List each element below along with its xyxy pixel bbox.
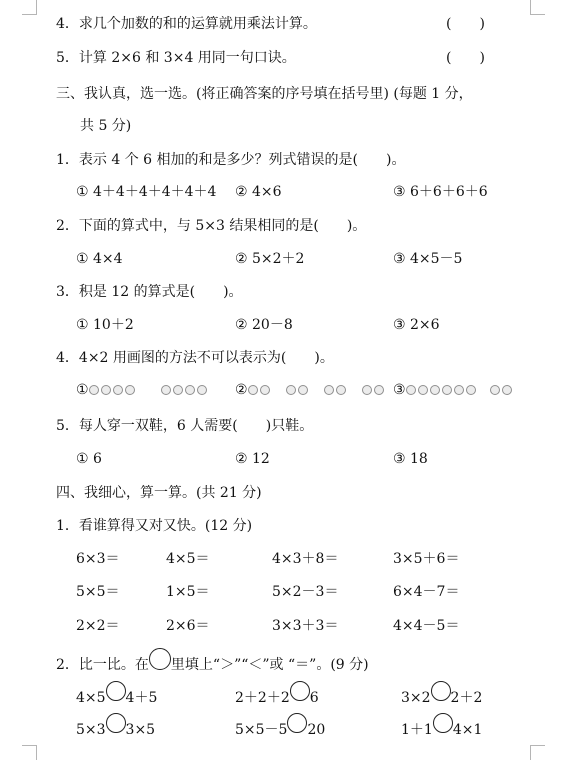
s3-q5-option-3[interactable]: ③ 18 [393,451,428,467]
s3-q5-option-2[interactable]: ② 12 [235,451,270,467]
dot-icon [248,385,258,395]
compare-right: 2＋2 [450,690,483,706]
compare-item[interactable] [401,688,482,708]
dot-icon [286,385,296,395]
calc-item[interactable]: 5×2－3＝ [272,584,339,600]
dot-icon [374,385,384,395]
compare-left: 5×5－5 [235,722,288,738]
calc-item[interactable]: 1×5＝ [166,584,210,600]
calc-item[interactable]: 2×2＝ [76,618,120,634]
s3-q4-option-1-dots[interactable] [76,380,209,400]
dot-icon [125,385,135,395]
s3-q2-option-2[interactable]: ② 5×2＋2 [235,251,305,267]
compare-left: 3×2 [401,690,431,706]
compare-item[interactable] [76,720,155,740]
answer-circle[interactable] [106,681,126,701]
dot-icon [101,385,111,395]
dot-icon [298,385,308,395]
dot-icon [185,385,195,395]
s3-q5-option-1[interactable]: ① 6 [76,451,102,467]
s3-question-3: 3．积是 12 的算式是( )。 [56,284,243,300]
calc-item[interactable]: 3×5＋6＝ [393,551,460,567]
compare-left: 4×5 [76,690,106,706]
compare-left: 2＋2＋2 [235,690,290,706]
s3-q3-option-3[interactable]: ③ 2×6 [393,317,440,333]
crop-mark-bottom-right [530,745,545,760]
calc-item[interactable]: 6×4－7＝ [393,584,460,600]
s3-question-2: 2．下面的算式中，与 5×3 结果相同的是( )。 [56,218,367,234]
comparison-circle-icon [149,648,171,670]
answer-circle[interactable] [433,713,453,733]
answer-circle[interactable] [287,713,307,733]
s3-q1-option-3[interactable]: ③ 6＋6＋6＋6 [393,184,488,200]
s4-question-2 [56,654,369,676]
s4-q2-prefix: 2．比一比。在 [56,657,149,673]
s3-q4-option-2-dots[interactable] [235,380,386,400]
tf-answer-paren-4[interactable]: ( ) [446,16,485,32]
compare-item[interactable] [401,720,482,740]
answer-circle[interactable] [290,681,310,701]
dot-icon [466,385,476,395]
dot-icon [442,385,452,395]
compare-right: 4＋5 [125,690,158,706]
dot-icon [430,385,440,395]
s3-q1-option-1[interactable]: ① 4＋4＋4＋4＋4＋4 [76,184,217,200]
dot-icon [362,385,372,395]
s4-question-1: 1．看谁算得又对又快。(12 分) [56,518,253,534]
crop-mark-bottom-left [22,745,37,760]
calc-item[interactable]: 2×6＝ [166,618,210,634]
s3-question-1: 1．表示 4 个 6 相加的和是多少？列式错误的是( )。 [56,152,406,168]
compare-item[interactable] [235,720,325,740]
compare-item[interactable] [76,688,157,708]
compare-item[interactable] [235,688,319,708]
dot-icon [89,385,99,395]
calc-item[interactable]: 4×5＝ [166,551,210,567]
calc-item[interactable]: 4×4－5＝ [393,618,460,634]
crop-mark-top-left [22,0,37,15]
dot-icon [502,385,512,395]
s3-question-5: 5．每人穿一双鞋，6 人需要( )只鞋。 [56,418,314,434]
option-marker: ① [76,382,89,398]
s3-q1-option-2[interactable]: ② 4×6 [235,184,282,200]
s3-q2-option-1[interactable]: ① 4×4 [76,251,123,267]
dot-icon [418,385,428,395]
dot-icon [406,385,416,395]
compare-right: 20 [307,722,326,738]
s4-q2-suffix: 里填上“＞”“＜”或 “＝”。(9 分) [170,657,369,673]
dot-icon [336,385,346,395]
s3-question-4: 4．4×2 用画图的方法不可以表示为( )。 [56,350,334,366]
answer-circle[interactable] [431,681,451,701]
option-marker: ③ [393,382,406,398]
calc-item[interactable]: 3×3＋3＝ [272,618,339,634]
tf-answer-paren-5[interactable]: ( ) [446,50,485,66]
compare-right: 6 [309,690,319,706]
calc-item[interactable]: 4×3＋8＝ [272,551,339,567]
s3-q4-option-3-dots[interactable] [393,380,514,400]
calc-item[interactable]: 5×5＝ [76,584,120,600]
option-marker: ② [235,382,248,398]
tf-question-4: 4．求几个加数的和的运算就用乘法计算。 [56,16,317,32]
dot-icon [260,385,270,395]
compare-right: 3×5 [125,722,156,738]
section-3-title-cont: 共 5 分) [80,118,132,134]
s3-q3-option-2[interactable]: ② 20－8 [235,317,293,333]
section-3-title: 三、我认真，选一选。(将正确答案的序号填在括号里) (每题 1 分， [56,86,473,102]
dot-icon [173,385,183,395]
tf-question-5: 5．计算 2×6 和 3×4 用同一句口诀。 [56,50,296,66]
s3-q3-option-1[interactable]: ① 10＋2 [76,317,134,333]
dot-icon [113,385,123,395]
dot-icon [454,385,464,395]
crop-mark-top-right [530,0,545,15]
compare-left: 1＋1 [401,722,433,738]
dot-icon [161,385,171,395]
section-4-title: 四、我细心，算一算。(共 21 分) [56,485,262,501]
answer-circle[interactable] [106,713,126,733]
calc-item[interactable]: 6×3＝ [76,551,120,567]
compare-left: 5×3 [76,722,106,738]
compare-right: 4×1 [452,722,483,738]
dot-icon [490,385,500,395]
dot-icon [324,385,334,395]
dot-icon [197,385,207,395]
s3-q2-option-3[interactable]: ③ 4×5－5 [393,251,463,267]
